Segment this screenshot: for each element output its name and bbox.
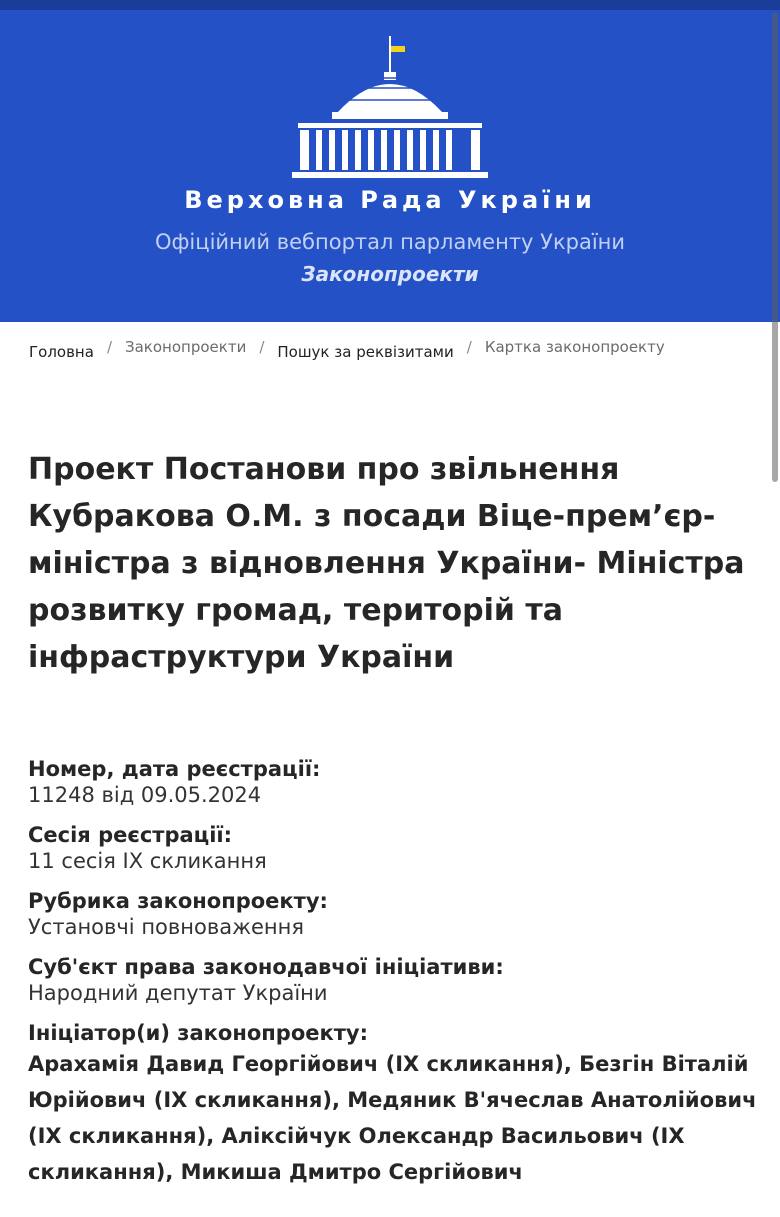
breadcrumb-bills-link[interactable]: Законопроекти (125, 338, 247, 356)
field-label: Номер, дата реєстрації: (28, 757, 321, 781)
breadcrumb (29, 338, 769, 368)
category-field (28, 888, 768, 940)
section-title[interactable]: Законопроекти (301, 262, 479, 286)
initiative-subject-field (28, 954, 768, 1006)
rada-name-logo-text[interactable]: Верховна Рада України (184, 186, 596, 214)
site-header (0, 10, 780, 322)
initiative-subject-value: Народний депутат України (28, 981, 328, 1005)
breadcrumb-separator: / (466, 338, 472, 356)
initiators-list: Арахамія Давид Георгійович (IX скликання), Безгін Віталій Юрійович (IX скликання), Медяник В'ячеслав Анатолійович (IX скликання), Аліксійчук Олександр Васильович (IX скликання), Микиша Дмитро Сергійович (28, 1052, 757, 1184)
field-label: Суб'єкт права законодавчої ініціативи: (28, 955, 504, 979)
parliament-emblem-icon[interactable] (286, 34, 494, 180)
portal-subtitle: Офіційний вебпортал парламенту України (154, 230, 626, 254)
session-field (28, 822, 768, 874)
breadcrumb-separator: / (106, 338, 112, 356)
session-value: 11 сесія IX скликання (28, 849, 267, 873)
bill-title: Проект Постанови про звільнення Кубракова О.М. з посади Віце-прем’єр-міністра з відновлення України- Міністра розвитку громад, територій та інфраструктури України (28, 452, 745, 675)
category-value: Установчі повноваження (28, 915, 305, 939)
breadcrumb-current-page: Картка законопроекту (484, 338, 665, 356)
page-scrollbar[interactable] (772, 12, 778, 482)
top-strip (0, 0, 780, 10)
initiators-field (28, 1020, 768, 1190)
registration-number-value: 11248 від 09.05.2024 (28, 783, 262, 807)
breadcrumb-home-link[interactable]: Головна (29, 343, 94, 361)
field-label: Рубрика законопроекту: (28, 889, 328, 913)
field-label: Сесія реєстрації: (28, 823, 233, 847)
field-label: Ініціатор(и) законопроекту: (28, 1021, 369, 1045)
breadcrumb-separator: / (259, 338, 265, 356)
registration-number-field (28, 756, 768, 808)
bill-details (28, 756, 768, 1204)
breadcrumb-search-link[interactable]: Пошук за реквізитами (277, 343, 454, 361)
